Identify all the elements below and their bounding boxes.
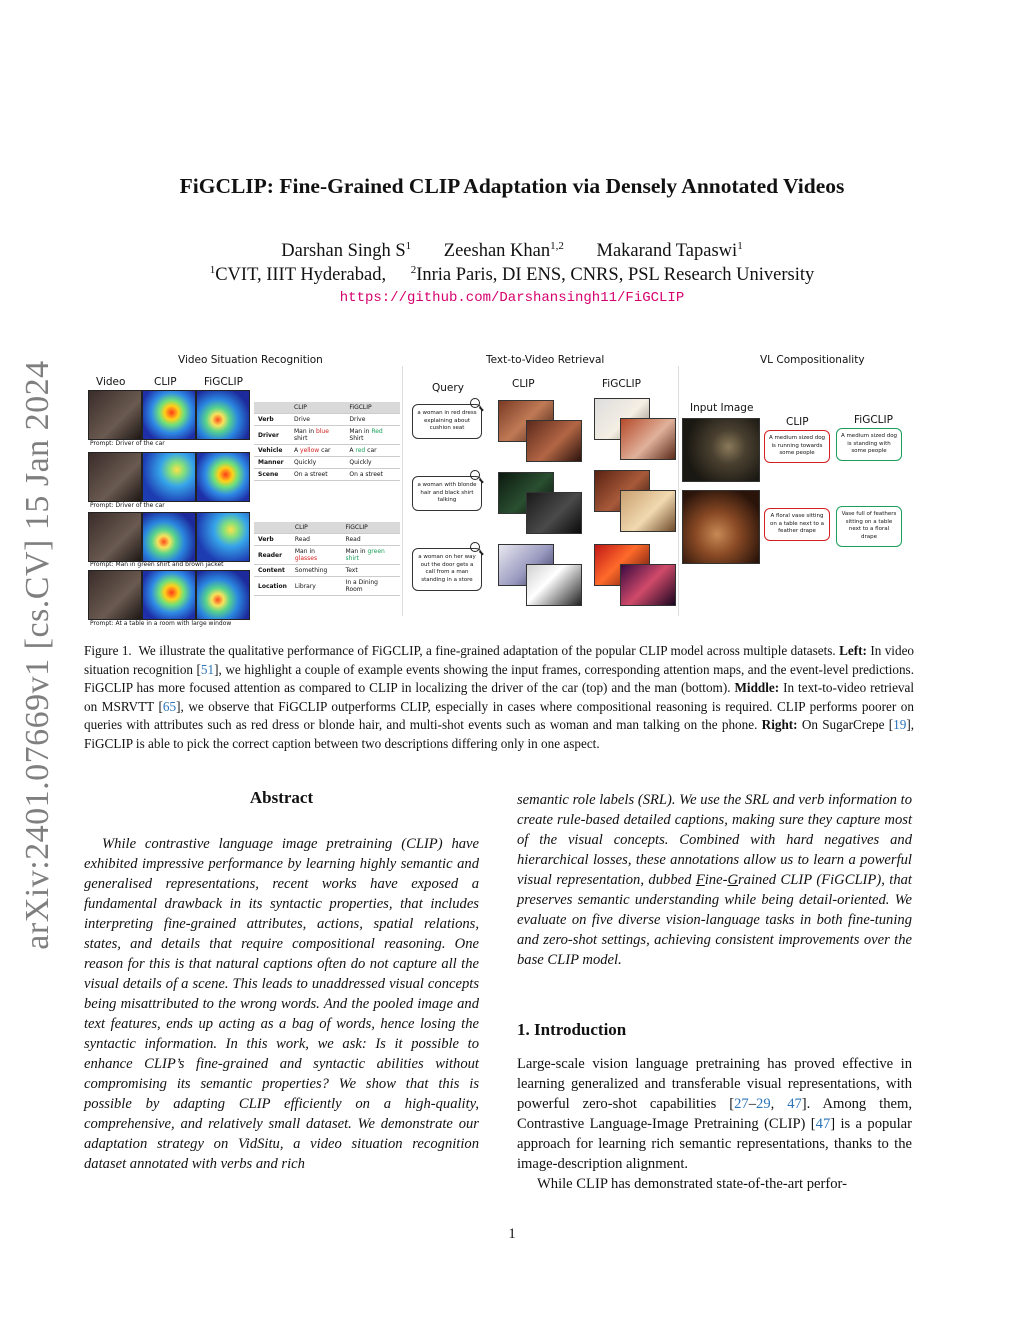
video-frame [88,390,142,440]
input-image-dog [682,418,760,482]
citation-link[interactable]: 19 [893,717,907,733]
clip-result-thumbnail [526,492,582,534]
abstract-continued: semantic role labels (SRL). We use the SRL and verb information to create rule-based detailed captions, making sure they capture most of the visual concepts. Combined with hard negatives and hierarchical losses, these annotations allow us to learn a powerful visual representation, dubbed Fine-Grained CLIP (FiGCLIP), that preserves semantic understanding while being detail-oriented. We evaluate on five diverse vision-language tasks in both fine-tuning and zero-shot settings, achieving consistent improvements over the base CLIP model. [517,792,912,968]
author: Zeeshan Khan$^{1,2}$ [443,240,564,262]
video-frame [88,570,142,620]
citation-link[interactable]: 29 [756,1096,771,1112]
paper-title: FiGCLIP: Fine-Grained CLIP Adaptation via Densely Annotated Videos [179,174,845,198]
author: Makarand Tapaswi$^1$ [596,240,743,262]
vsr-prompt: Prompt: At a table in a room with large window [90,620,232,627]
affiliations [0,264,1024,286]
affiliation: $^2$Inria Paris, DI ENS, CNRS, PSL Research University [410,264,815,286]
clip-caption: A floral vase sitting on a table next to a feather drape [764,508,830,541]
figclip-attention-map [196,570,250,620]
author: Darshan Singh $S^1$ [281,240,412,262]
search-icon [470,542,480,552]
affiliation: $^1$CVIT, IIIT Hyderabad, [209,264,387,286]
vsr-prompt: Prompt: Man in green shirt and brown jacket [90,561,224,568]
vlc-col-clip: CLIP [786,416,809,428]
clip-attention-map [142,570,196,620]
vlc-title: VL Compositionality [760,354,865,366]
search-icon [470,398,480,408]
query-box: a woman on her way out the door gets a call from a man standing in a store [412,548,482,591]
citation-link[interactable]: 47 [787,1096,802,1112]
panel-divider [402,366,403,616]
figclip-attention-map [196,390,250,440]
query-box: a woman in red dress explaining about cushion seat [412,404,482,439]
vlc-col-figclip: FiGCLIP [854,414,893,426]
panel-divider [678,366,679,616]
clip-attention-map [142,452,196,502]
vsr-prompt: Prompt: Driver of the car [90,440,165,447]
citation-link[interactable]: 65 [162,698,177,714]
figure-caption: Figure 1. We illustrate the qualitative performance of FiGCLIP, a fine-grained adaptation of the popular CLIP model across multiple datasets. Left: In video situation recognition [51], we highlight a couple of example events showing the input frames, corresponding attention maps, and the event-level predictions. FiGCLIP has more focused attention as compared to CLIP in localizing the driver of the car (top) and the man (bottom). Middle: In text-to-video retrieval on MSRVTT [65], we observe that FiGCLIP outperforms CLIP, especially in cases where compositional reasoning is required. CLIP performs poorer on queries with attributes such as red dress or blonde hair, and multi-shot events such as woman and man talking on the phone. Right: On SugarCrepe [19], FiGCLIP is able to pick the correct caption between two descriptions differing only in one aspect. [84,643,915,751]
clip-attention-map [142,390,196,440]
figclip-result-thumbnail [620,564,676,606]
intro-heading: 1. Introduction [517,1020,627,1039]
abstract-heading: Abstract [249,788,314,807]
vsr-title: Video Situation Recognition [178,354,323,366]
intro-paragraph: While CLIP has demonstrated state-of-the-art perfor- [537,1176,847,1192]
vlc-col-input: Input Image [690,402,754,414]
figclip-attention-map [196,512,250,562]
query-box: a woman with blonde hair and black shirt talking [412,476,482,511]
clip-caption: A medium sized dog is running towards some people [764,430,830,463]
figure-1 [84,348,914,630]
input-image-vase [682,490,760,564]
author-list [0,240,1024,262]
arxiv-sidebar [8,360,68,950]
t2v-col-figclip: FiGCLIP [602,378,641,390]
video-frame [88,452,142,502]
figclip-caption: Vase full of feathers sitting on a table next to a floral drape [836,506,902,547]
vsr-table-top: CLIP FiGCLIP Verb Drive Drive Driver Man in blue shirt Man in Red Shirt Vehicle A yellow car A red car Manner Quickly Quickly Scene On a street On a street [254,402,400,481]
vsr-prompt: Prompt: Driver of the car [90,502,165,509]
abstract-body: While contrastive language image pretraining (CLIP) have exhibited impressive performance by learning highly semantic and generalised representations, recent works have exposed a fundamental drawback in its syntactic properties, that includes interpreting fine-grained attributes, actions, spatial relations, states, and details that require compositional reasoning. One reason for this is that natural captions often do not capture all the visual details of a scene. This leads to unaddressed visual concepts being misattributed to the wrong words. And the pooled image and text features, ends up acting as a bag of words, hence losing the syntactic information. In this work, we ask: Is it possible to enhance CLIP’s fine-grained and syntactic abilities without compromising its semantic properties? We show that this is possible by adapting CLIP efficiently on a high-quality, comprehensive, and relatively small dataset. We demonstrate our adaptation strategy on VidSitu, a video situation recognition dataset annotated with verbs and rich [84,836,479,1172]
search-icon [470,470,480,480]
citation-link[interactable]: 47 [815,1116,831,1132]
repo-link[interactable]: https://github.com/Darshansingh11/FiGCLIP [339,290,685,306]
vsr-col-clip: CLIP [154,376,177,388]
clip-result-thumbnail [526,564,582,606]
citation-link[interactable]: 51 [200,661,215,677]
clip-result-thumbnail [526,420,582,462]
figclip-result-thumbnail [620,490,676,532]
vsr-col-video: Video [96,376,126,388]
citation-link[interactable]: 27 [734,1096,749,1112]
t2v-col-query: Query [432,382,464,394]
video-frame [88,512,142,562]
clip-attention-map [142,512,196,562]
vsr-col-figclip: FiGCLIP [204,376,243,388]
intro-paragraph: Large-scale vision language pretraining has proved effective in learning generalized and transferable visual representations, with powerful zero-shot capabilities [27–29, 47]. Among them, Contrastive Language-Image Pretraining (CLIP) [47] is a popular approach for learning rich semantic representations, thanks to the image-description alignment. [517,1056,912,1172]
t2v-title: Text-to-Video Retrieval [486,354,605,366]
vsr-table-bottom: CLIP FiGCLIP Verb Read Read Reader Man in glasses Man in green shirt Content Something Text Location Library In a Dining Room [254,522,400,596]
arxiv-id: arXiv:2401.07669v1 [cs.CV] 15 Jan 2024 [19,360,56,950]
figclip-caption: A medium sized dog is standing with some people [836,428,902,461]
figclip-result-thumbnail [620,418,676,460]
page-number: 1 [508,1226,516,1242]
t2v-col-clip: CLIP [512,378,535,390]
figclip-attention-map [196,452,250,502]
